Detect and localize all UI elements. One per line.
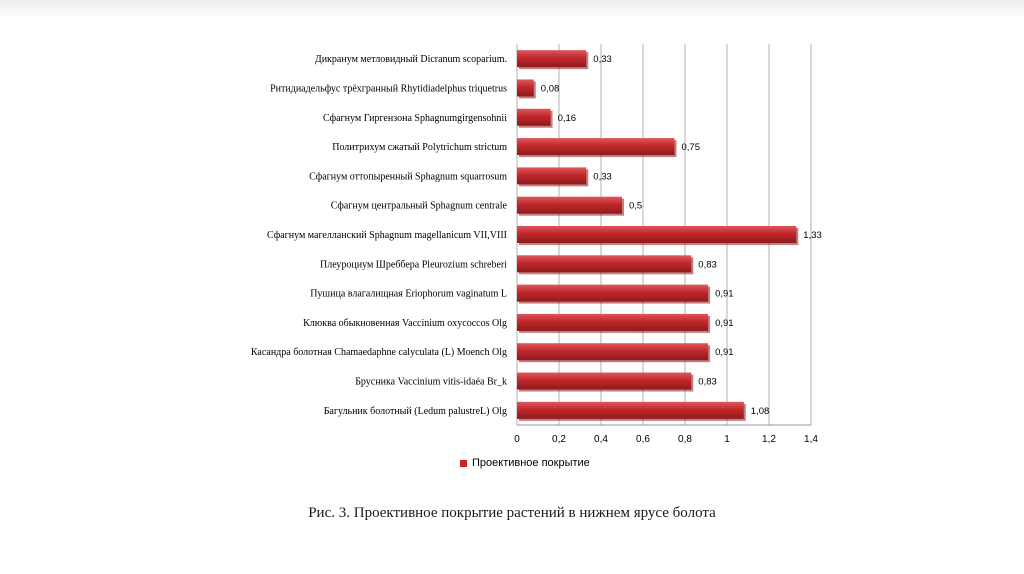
x-tick-label: 0,8	[678, 434, 692, 445]
category-label: Политрихум сжатый Polytrichum strictum	[332, 142, 507, 154]
legend-swatch	[460, 460, 467, 467]
bar	[517, 197, 622, 214]
bar-value-label: 1,33	[803, 230, 822, 241]
bar-value-label: 0,75	[681, 142, 700, 154]
category-label: Сфагнум центральный Sphagnum centrale	[330, 200, 507, 212]
bar	[517, 343, 708, 360]
bar-value-label: 0,91	[715, 317, 734, 329]
bar	[517, 255, 691, 272]
bar	[517, 402, 744, 419]
bar-value-label: 0,5	[629, 200, 643, 212]
category-label: Касандра болотная Chamaedaphne calyculata (L) Moench Olg	[250, 347, 507, 359]
bar	[517, 79, 534, 96]
bar-value-label: 0,33	[593, 171, 612, 183]
category-label: Брусника Vaccinium vitis-idaéa Br_k	[355, 376, 507, 388]
legend	[460, 457, 590, 469]
x-tick-label: 0,4	[594, 434, 608, 445]
x-tick-label: 0,6	[636, 434, 650, 445]
bar	[517, 138, 675, 155]
bar	[517, 373, 691, 390]
bar-value-label: 0,16	[557, 112, 577, 124]
category-label: Багульник болотный (Ledum palustreL) Olg	[323, 405, 507, 417]
bar	[517, 314, 708, 331]
bar-value-label: 0,91	[715, 288, 734, 300]
bar-value-label: 0,83	[698, 376, 717, 388]
category-label: Пушица влагалищная Eriophorum vaginatum L	[310, 288, 507, 300]
bar	[517, 50, 586, 67]
category-label: Сфагнум магелланский Sphagnum magellanicum VII,VIII	[267, 230, 507, 241]
bar-value-label: 0,33	[593, 54, 612, 66]
bar-value-label: 0,91	[715, 347, 734, 359]
bar	[517, 109, 551, 126]
bar	[517, 285, 708, 302]
category-label: Ритидиадельфус трёхгранный Rhytidiadelphus triquetrus	[270, 83, 507, 95]
category-label: Дикранум метловидный Dicranum scoparium.	[314, 54, 507, 66]
category-label: Клюква обыкновенная Vaccinium oxycoccos Olg	[303, 317, 507, 329]
x-tick-label: 1,2	[762, 434, 776, 445]
x-tick-label: 1,4	[804, 434, 818, 445]
category-label: Сфагнум оттопыренный Sphagnum squarrosum	[309, 171, 507, 183]
x-tick-label: 1	[724, 434, 730, 445]
x-tick-label: 0	[514, 434, 520, 445]
bar	[517, 226, 796, 243]
x-tick-label: 0,2	[552, 434, 566, 445]
bar-value-label: 0,08	[540, 83, 560, 95]
bar-value-label: 1,08	[750, 405, 770, 417]
bar-value-label: 0,83	[698, 259, 717, 271]
figure-caption: Рис. 3. Проективное покрытие растений в нижнем ярусе болота	[308, 505, 716, 521]
category-label: Плеуроциум Шреббера Pleurozium schreberi	[320, 259, 507, 271]
legend-label: Проективное покрытие	[472, 457, 590, 469]
category-label: Сфагнум Гиргензона Sphagnumgirgensohnii	[322, 112, 507, 124]
bar	[517, 167, 586, 184]
